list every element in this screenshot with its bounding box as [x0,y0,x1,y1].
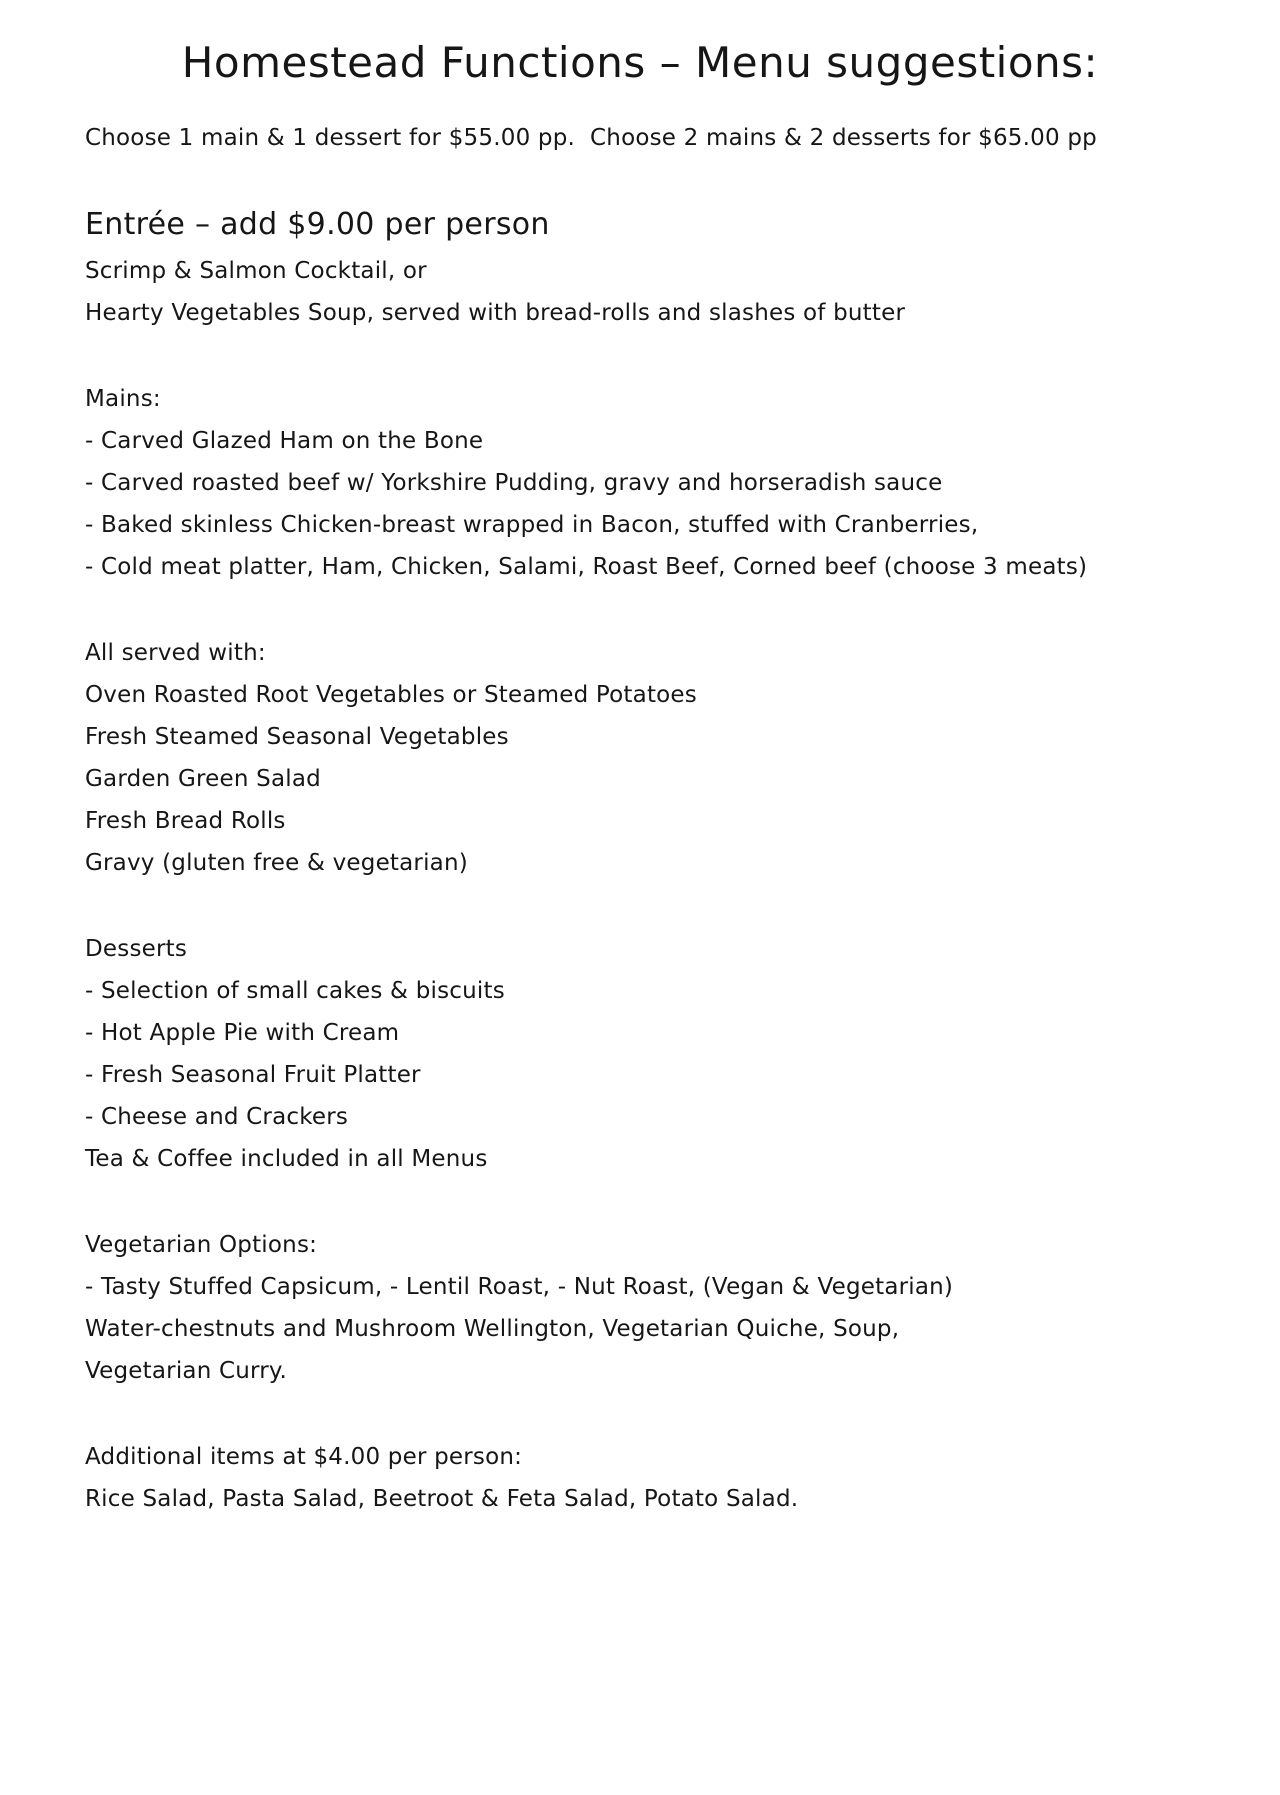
section-heading-served-with: All served with: [85,640,266,667]
section-heading-mains: Mains: [85,386,161,413]
menu-line: Fresh Bread Rolls [85,808,286,835]
section-vegetarian [85,1224,1195,1392]
menu-line: Hearty Vegetables Soup, served with bread-rolls and slashes of butter [85,300,906,327]
menu-line: Oven Roasted Root Vegetables or Steamed Potatoes [85,682,697,709]
menu-line: - Cold meat platter, Ham, Chicken, Salami, Roast Beef, Corned beef (choose 3 meats) [85,554,1088,581]
menu-line: Tea & Coffee included in all Menus [85,1146,488,1173]
menu-line: Vegetarian Curry. [85,1358,287,1385]
menu-line: Gravy (gluten free & vegetarian) [85,850,468,877]
section-mains [85,378,1195,588]
section-heading-desserts: Desserts [85,936,188,963]
menu-line: - Cheese and Crackers [85,1104,349,1131]
section-heading-vegetarian: Vegetarian Options: [85,1232,318,1259]
menu-line: Rice Salad, Pasta Salad, Beetroot & Feta Salad, Potato Salad. [85,1486,799,1513]
section-additional-items [85,1436,1195,1520]
menu-line: - Selection of small cakes & biscuits [85,978,505,1005]
page-title: Homestead Functions – Menu suggestions: [181,38,1099,87]
section-desserts [85,928,1195,1180]
section-entree [85,200,1195,334]
menu-line: - Carved Glazed Ham on the Bone [85,428,484,455]
menu-line: Fresh Steamed Seasonal Vegetables [85,724,509,751]
menu-line: - Fresh Seasonal Fruit Platter [85,1062,421,1089]
menu-line: Scrimp & Salmon Cocktail, or [85,258,427,285]
menu-line: - Carved roasted beef w/ Yorkshire Pudding, gravy and horseradish sauce [85,470,943,497]
section-heading-additional-items: Additional items at $4.00 per person: [85,1444,523,1471]
menu-line: - Hot Apple Pie with Cream [85,1020,400,1047]
menu-line: Garden Green Salad [85,766,321,793]
section-served-with [85,632,1195,884]
pricing-line: Choose 1 main & 1 dessert for $55.00 pp. Choose 2 mains & 2 desserts for $65.00 pp [85,125,1097,152]
section-heading-entree: Entrée – add $9.00 per person [85,207,550,243]
menu-line: - Tasty Stuffed Capsicum, - Lentil Roast, - Nut Roast, (Vegan & Vegetarian) [85,1274,954,1301]
menu-line: - Baked skinless Chicken-breast wrapped in Bacon, stuffed with Cranberries, [85,512,979,539]
menu-line: Water-chestnuts and Mushroom Wellington, Vegetarian Quiche, Soup, [85,1316,900,1343]
